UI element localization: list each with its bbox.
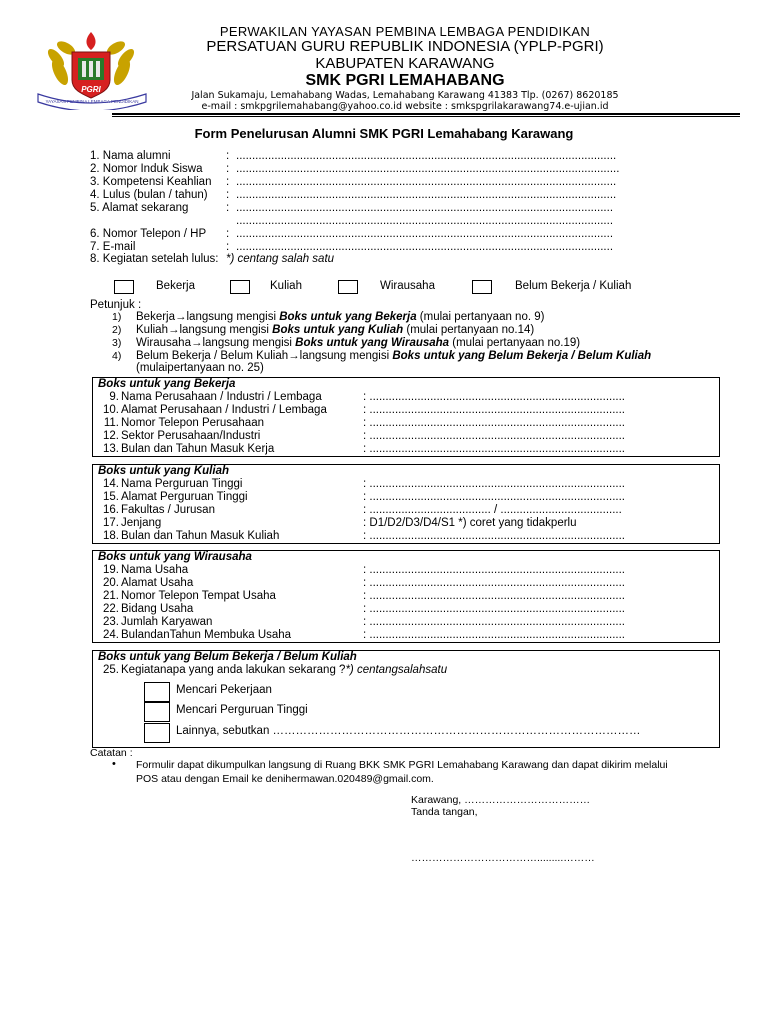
answer-input[interactable]: : ................................................................................: [363, 478, 625, 490]
answer-input[interactable]: : D1/D2/D3/D4/S1 *) coret yang tidakperlu: [363, 517, 577, 529]
answer-input[interactable]: : ................................................................................: [363, 391, 625, 403]
field-input[interactable]: ......................................................................................................................: [236, 202, 614, 214]
answer-input[interactable]: : ................................................................................: [363, 564, 625, 576]
form-title: Form Penelurusan Alumni SMK PGRI Lemahabang Karawang: [194, 126, 574, 141]
catatan-line2: POS atau dengan Email ke denihermawan.020489@gmail.com.: [136, 773, 434, 785]
option-wirausaha-checkbox[interactable]: [338, 280, 358, 294]
arrow-right-icon: →: [190, 337, 203, 349]
catatan-line1: Formulir dapat dikumpulkan langsung di Ruang BKK SMK PGRI Lemahabang Karawang dan dapat dikirim melalui: [136, 759, 668, 771]
field-input[interactable]: .......................................................................................................................: [236, 176, 617, 188]
sign-line[interactable]: ……………………………….........………: [411, 852, 595, 864]
arrow-right-icon: →: [175, 311, 187, 323]
choice-mencari-pt-checkbox[interactable]: [144, 702, 170, 722]
arrow-right-icon: →: [167, 324, 180, 336]
kegiatan-label: 8. Kegiatan setelah lulus:: [90, 253, 219, 265]
field-label: 4. Lulus (bulan / tahun): [90, 189, 208, 201]
field-input[interactable]: .......................................................................................................................: [236, 189, 617, 201]
option-wirausaha-label: Wirausaha: [380, 280, 435, 292]
answer-input[interactable]: : ................................................................................: [363, 430, 625, 442]
arrow-right-icon: →: [288, 350, 300, 362]
box-belum: Boks untuk yang Belum Bekerja / Belum Kuliah 25. Kegiatanapa yang anda lakukan sekarang ?*) centangsalahsatu Mencari Pekerjaan Mencari Perguruan Tinggi Lainnya, sebutkan ……………………………………………………………………………………: [92, 650, 720, 748]
field-input[interactable]: ......................................................................................................................: [236, 228, 614, 240]
svg-text:PGRI: PGRI: [81, 85, 101, 94]
catatan-title: Catatan :: [90, 747, 133, 759]
header-rule-thin: [112, 116, 740, 117]
petunjuk-title: Petunjuk :: [90, 299, 142, 311]
pgri-logo: [36, 28, 148, 110]
kegiatan-note: *) centang salah satu: [226, 253, 335, 265]
header-line2: PERSATUAN GURU REPUBLIK INDONESIA (YPLP-PGRI): [206, 38, 604, 55]
option-bekerja-checkbox[interactable]: [114, 280, 134, 294]
answer-input[interactable]: : ................................................................................: [363, 616, 625, 628]
header-rule: [112, 113, 740, 115]
option-belum-checkbox[interactable]: [472, 280, 492, 294]
answer-input[interactable]: : ................................................................................: [363, 491, 625, 503]
petunjuk-item: 4) Belum Bekerja / Belum Kuliah→langsung mengisi Boks untuk yang Belum Bekerja / Belum Kuliah: [112, 350, 652, 362]
svg-text:YAYASAN PEMBINA LEMBAGA PENDID: YAYASAN PEMBINA LEMBAGA PENDIDIKAN: [45, 99, 139, 104]
sign-label: Tanda tangan,: [411, 806, 478, 818]
petunjuk-item: 2) Kuliah→langsung mengisi Boks untuk yang Kuliah (mulai pertanyaan no.14): [112, 324, 535, 336]
petunjuk-item: 1) Bekerja→langsung mengisi Boks untuk yang Bekerja (mulai pertanyaan no. 9): [112, 311, 545, 323]
sign-place[interactable]: Karawang, ………………………………: [411, 794, 591, 806]
field-label: 6. Nomor Telepon / HP: [90, 228, 207, 240]
field-input[interactable]: ......................................................................................................................: [236, 215, 614, 227]
box-kuliah-title: Boks untuk yang Kuliah: [98, 465, 229, 477]
choice-mencari-pekerjaan-checkbox[interactable]: [144, 682, 170, 702]
field-input[interactable]: ........................................................................................................................: [236, 163, 620, 175]
petunjuk-item: 3) Wirausaha→langsung mengisi Boks untuk yang Wirausaha (mulai pertanyaan no.19): [112, 337, 581, 349]
choice-label: Mencari Pekerjaan: [176, 684, 272, 696]
choice-label: Mencari Perguruan Tinggi: [176, 704, 308, 716]
header-line1: PERWAKILAN YAYASAN PEMBINA LEMBAGA PENDIDIKAN: [219, 24, 591, 39]
field-input[interactable]: .......................................................................................................................: [236, 150, 617, 162]
header-contact: e-mail : smkpgrilemahabang@yahoo.co.id website : smkspgrilakarawang74.e-ujian.id: [201, 101, 609, 112]
box-wirausaha: Boks untuk yang Wirausaha 19. Nama Usaha : ................................................................................ 20. Alamat Usaha : ................................................................................ 21. Nomor Telepon Tempat Usaha : ................................................................................ 22. Bidang Usaha : ................................................................................ 23. Jumlah Karyawan : ................................................................................ 24. BulandanTahun Membuka Usaha : ................................................................................: [92, 550, 720, 643]
answer-input[interactable]: : ................................................................................: [363, 629, 625, 641]
header-address: Jalan Sukamaju, Lemahabang Wadas, Lemahabang Karawang 41383 Tlp. (0267) 8620185: [191, 90, 619, 101]
answer-input[interactable]: : ................................................................................: [363, 530, 625, 542]
answer-input[interactable]: : ................................................................................: [363, 404, 625, 416]
bullet-icon: •: [112, 758, 116, 770]
option-kuliah-label: Kuliah: [270, 280, 302, 292]
answer-input[interactable]: : ................................................................................: [363, 577, 625, 589]
box-belum-title: Boks untuk yang Belum Bekerja / Belum Kuliah: [98, 651, 357, 663]
box-bekerja: Boks untuk yang Bekerja 9. Nama Perusahaan / Industri / Lembaga : ................................................................................ 10. Alamat Perusahaan / Industri / Lembaga : ................................................................................ 11. Nomor Telepon Perusahaan : ................................................................................ 12. Sektor Perusahaan/Industri : ................................................................................ 13. Bulan dan Tahun Masuk Kerja : ................................................................................: [92, 377, 720, 457]
school-name: SMK PGRI LEMAHABANG: [305, 72, 505, 89]
field-label: 2. Nomor Induk Siswa: [90, 163, 203, 175]
field-label: 7. E-mail: [90, 241, 136, 253]
answer-input[interactable]: : ................................................................................: [363, 590, 625, 602]
petunjuk-item4-cont: (mulaipertanyaan no. 25): [136, 362, 264, 374]
field-label: 3. Kompetensi Keahlian: [90, 176, 212, 188]
answer-input[interactable]: : ................................................................................: [363, 603, 625, 615]
header-line3: KABUPATEN KARAWANG: [315, 55, 495, 72]
box-bekerja-title: Boks untuk yang Bekerja: [98, 378, 236, 390]
answer-input[interactable]: : ................................................................................: [363, 417, 625, 429]
option-kuliah-checkbox[interactable]: [230, 280, 250, 294]
choice-label[interactable]: Lainnya, sebutkan ……………………………………………………………………………………: [176, 725, 641, 737]
box-kuliah: Boks untuk yang Kuliah 14. Nama Perguruan Tinggi : ................................................................................ 15. Alamat Perguruan Tinggi : ................................................................................ 16. Fakultas / Jurusan : ...................................... / ...................................... 17. Jenjang : D1/D2/D3/D4/S1 *) coret yang tidakperlu 18. Bulan dan Tahun Masuk Kuliah : ................................................................................: [92, 464, 720, 544]
option-bekerja-label: Bekerja: [156, 280, 195, 292]
field-label: 1. Nama alumni: [90, 150, 171, 162]
box-wirausaha-title: Boks untuk yang Wirausaha: [98, 551, 252, 563]
choice-lainnya-checkbox[interactable]: [144, 723, 170, 743]
field-input[interactable]: ......................................................................................................................: [236, 241, 614, 253]
option-belum-label: Belum Bekerja / Kuliah: [515, 280, 632, 292]
field-label: 5. Alamat sekarang: [90, 202, 189, 214]
answer-input[interactable]: : ................................................................................: [363, 443, 625, 455]
answer-input[interactable]: : ...................................... / ......................................: [363, 504, 622, 516]
